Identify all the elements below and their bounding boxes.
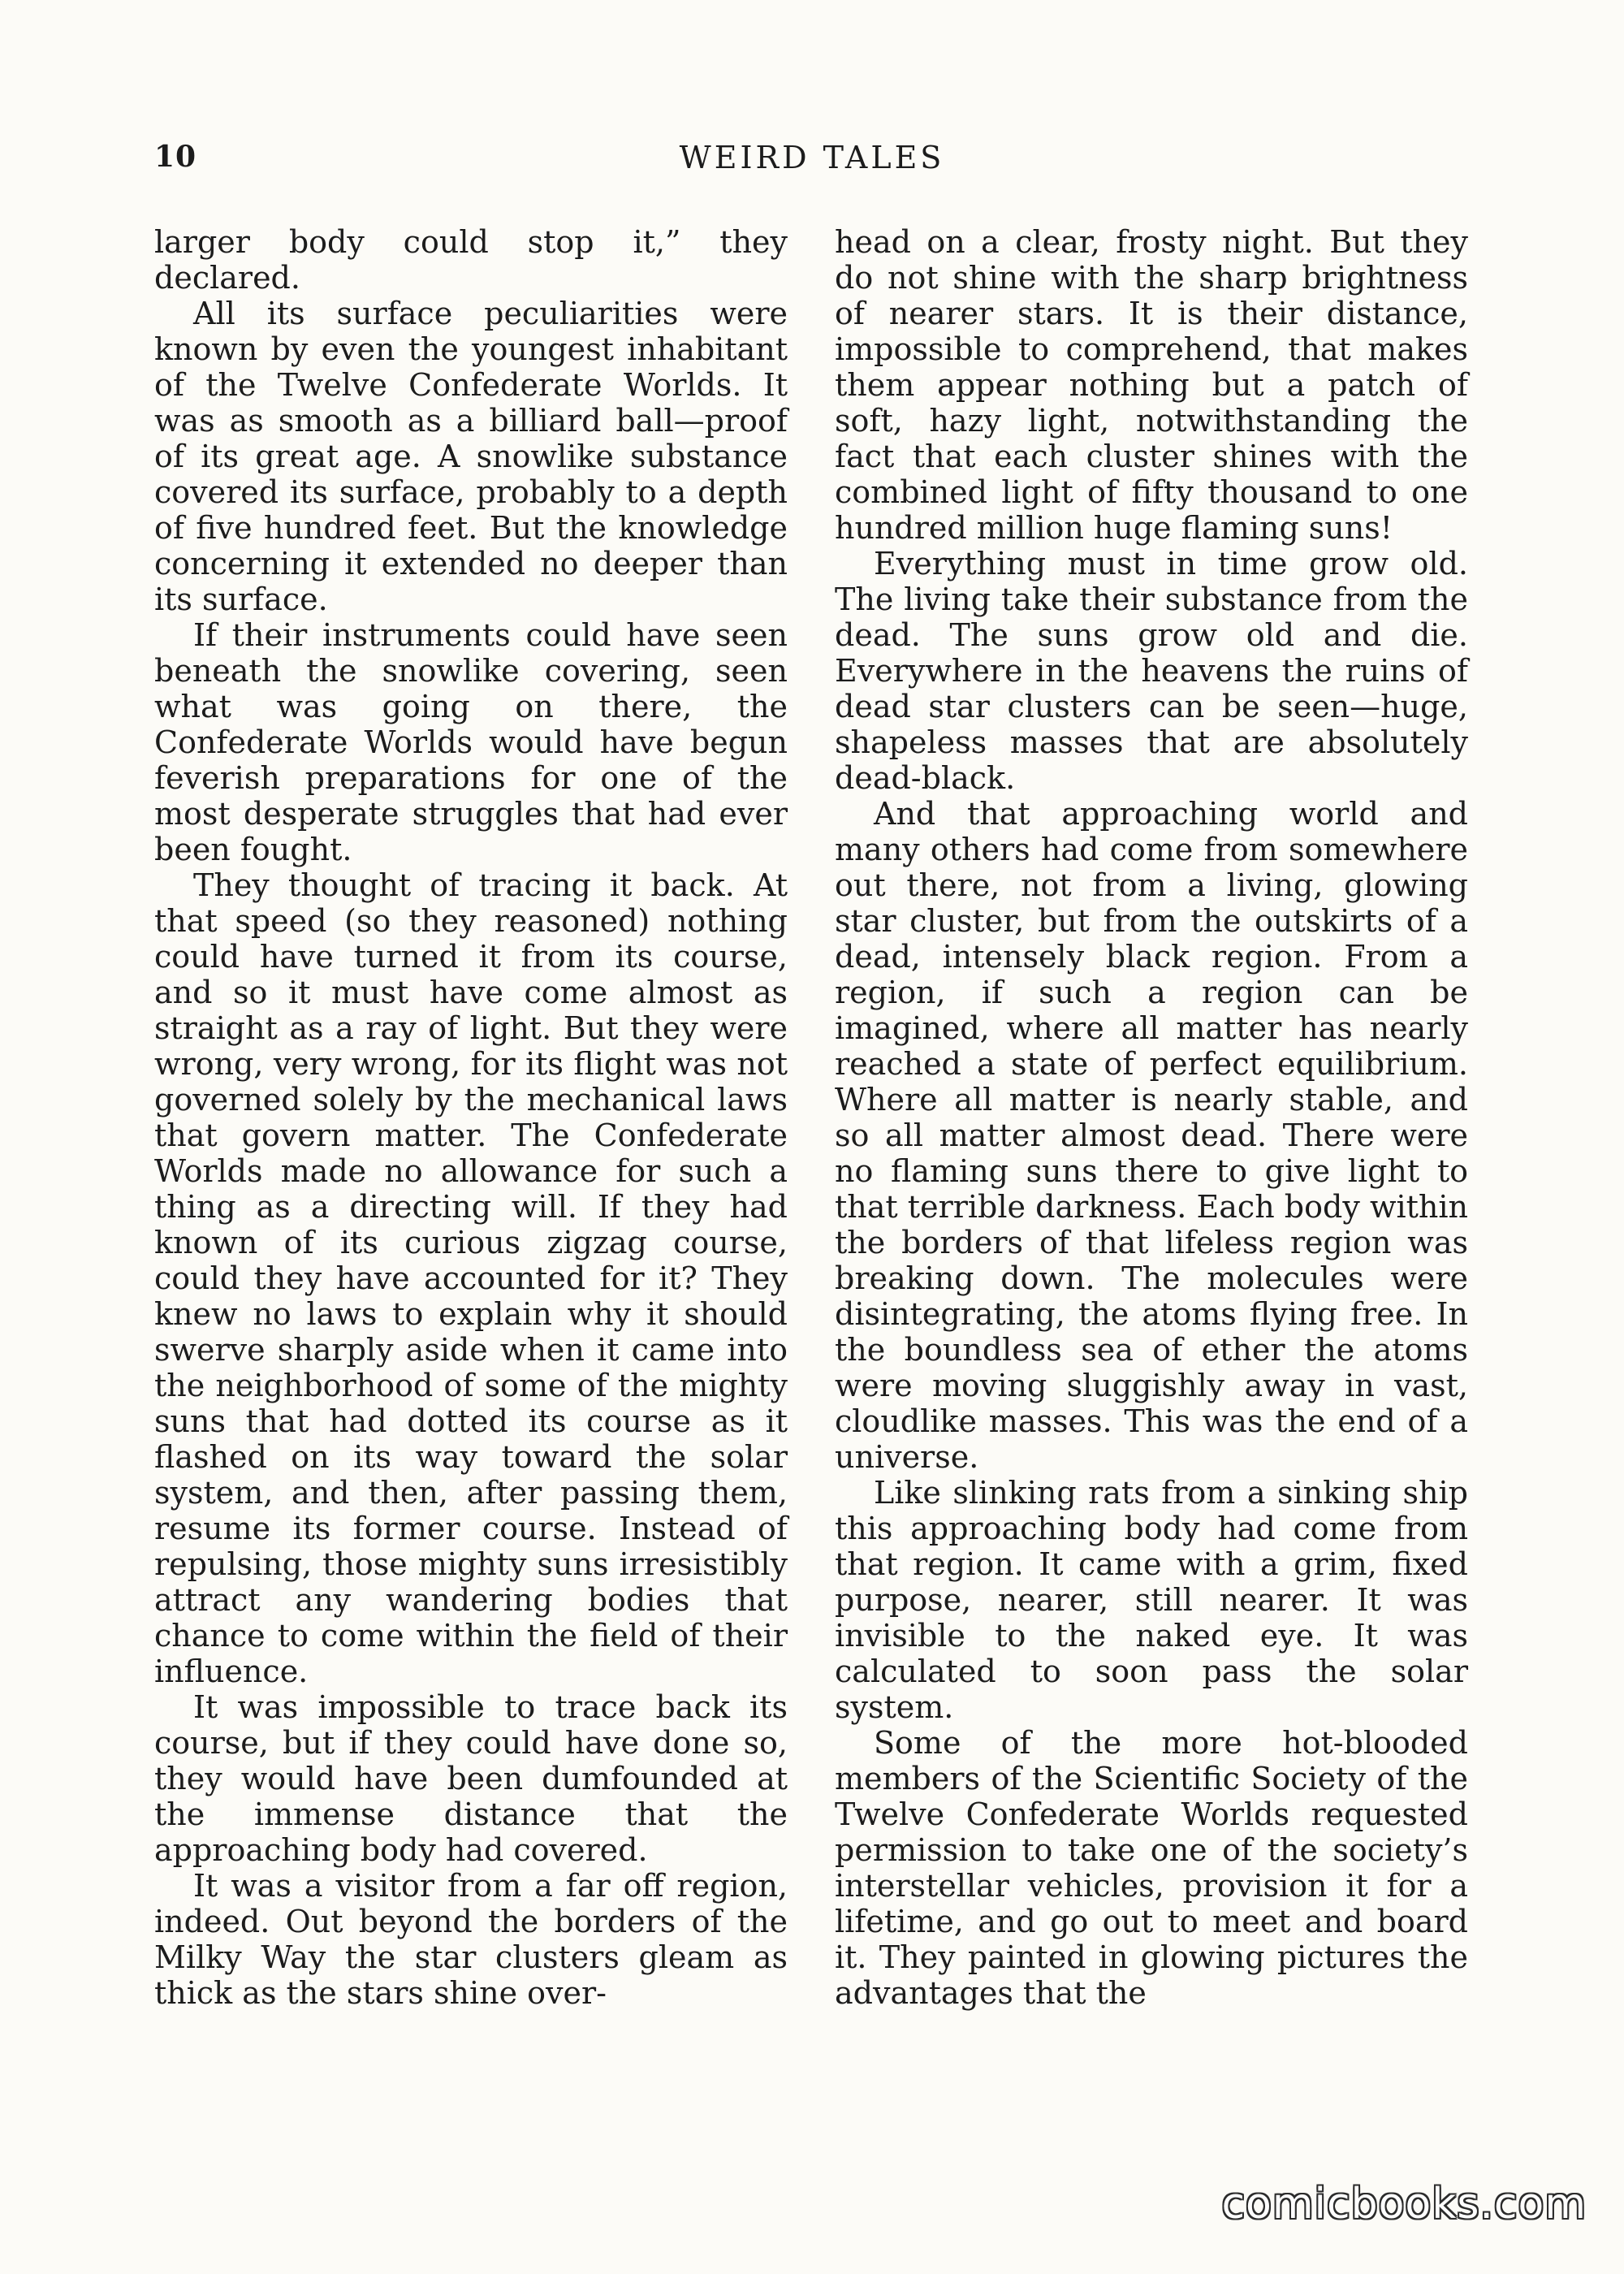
paragraph: head on a clear, frosty night. But they do not shine with the sharp brightness of nearer stars. It is their distance, impossible to comprehend, that makes them appear nothing but a patch of soft, hazy light, notwithstanding the fact that each cluster shines with the combined light of fifty thousand to one hundred million huge flaming suns! [835, 224, 1468, 546]
left-column [154, 224, 788, 2011]
paragraph: Everything must in time grow old. The living take their substance from the dead. The suns grow old and die. Everywhere in the heavens the ruins of dead star clusters can be seen—huge, shapeless masses that are absolutely dead-black. [835, 546, 1468, 796]
watermark: comicbooks.com [1221, 2180, 1587, 2229]
paragraph: They thought of tracing it back. At that speed (so they reasoned) nothing could have turned it from its course, and so it must have come almost as straight as a ray of light. But they were wrong, very wrong, for its flight was not governed solely by the mechanical laws that govern matter. The Confederate Worlds made no allowance for such a thing as a directing will. If they had known of its curious zigzag course, could they have accounted for it? They knew no laws to explain why it should swerve sharply aside when it came into the neighborhood of some of the mighty suns that had dotted its course as it flashed on its way toward the solar system, and then, after passing them, resume its former course. Instead of repulsing, those mighty suns irresistibly attract any wandering bodies that chance to come within the field of their influence. [154, 867, 788, 1689]
paragraph: It was a visitor from a far off region, indeed. Out beyond the borders of the Milky Way the star clusters gleam as thick as the stars shine over- [154, 1868, 788, 2011]
paragraph: And that approaching world and many others had come from somewhere out there, not from a living, glowing star cluster, but from the outskirts of a dead, intensely black region. From a region, if such a region can be imagined, where all matter has nearly reached a state of perfect equilibrium. Where all matter is nearly stable, and so all matter almost dead. There were no flaming suns there to give light to that terrible darkness. Each body within the borders of that lifeless region was breaking down. The molecules were disintegrating, the atoms flying free. In the boundless sea of ether the atoms were moving sluggishly away in vast, cloudlike masses. This was the end of a universe. [835, 796, 1468, 1475]
paragraph: Some of the more hot-blooded members of the Scientific Society of the Twelve Confederate Worlds requested permission to take one of the society’s interstellar vehicles, provision it for a lifetime, and go out to meet and board it. They painted in glowing pictures the advantages that the [835, 1725, 1468, 2011]
paragraph: Like slinking rats from a sinking ship this approaching body had come from that region. It came with a grim, fixed purpose, nearer, still nearer. It was invisible to the naked eye. It was calculated to soon pass the solar system. [835, 1475, 1468, 1725]
paragraph: If their instruments could have seen beneath the snowlike covering, seen what was going on there, the Confederate Worlds would have begun feverish preparations for one of the most desperate struggles that had ever been fought. [154, 617, 788, 867]
running-head: WEIRD TALES [679, 140, 945, 175]
page-number: 10 [154, 140, 197, 174]
right-column [835, 224, 1468, 2011]
paragraph: larger body could stop it,” they declared. [154, 224, 788, 296]
paragraph: All its surface peculiarities were known by even the youngest inhabitant of the Twelve Confederate Worlds. It was as smooth as a billiard ball—proof of its great age. A snowlike substance covered its surface, probably to a depth of five hundred feet. But the knowledge concerning it extended no deeper than its surface. [154, 296, 788, 617]
paragraph: It was impossible to trace back its course, but if they could have done so, they would have been dumfounded at the immense distance that the approaching body had covered. [154, 1689, 788, 1868]
